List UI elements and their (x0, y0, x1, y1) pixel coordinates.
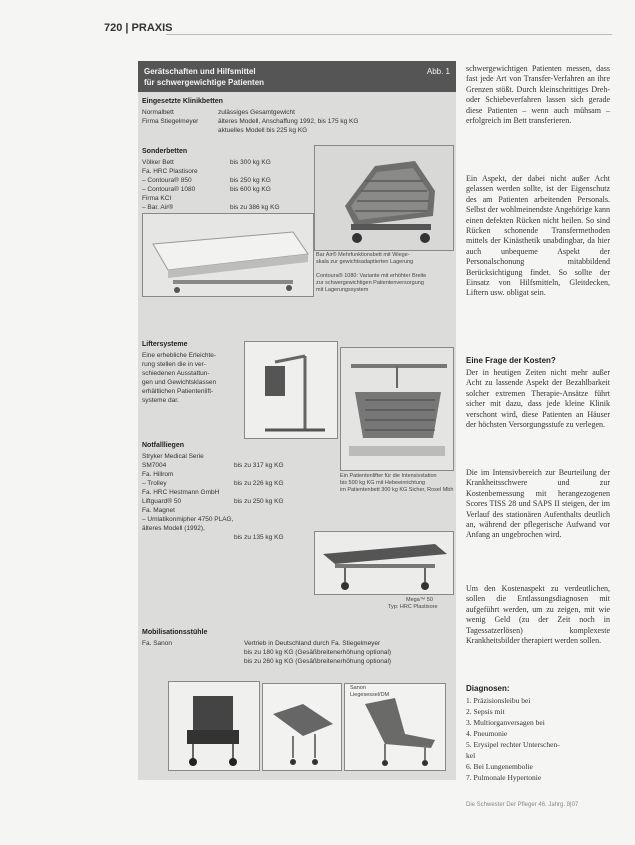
emergency-row-label: Fa. Magnet (142, 507, 175, 514)
section-lifter-heading: Liftersysteme (142, 341, 188, 348)
paragraph-1: schwergewichtigen Patienten messen, dass fast jede Art von Transfer-Verfahren an ihre Grenzen stößt. Durch kleinschrittiges Dreh- oder Schiebeverfahren lassen sich gerade diese Patienten – wenn auch mühsam – erfolgreich im Bett transferieren. (466, 64, 610, 126)
paragraph-5: Um den Kostenaspekt zu verdeutlichen, sollen die Entlassungsdiagnosen mit aufgeführt werden, um zu zeigen, mit wie wenig Geld (zu der Zeit noch in Tagessatzerlösen) komplexeste Krankheitsbilder therapiert werden sollen. (466, 584, 610, 646)
caption-bed2-line3: mit Lagerungssystem (316, 287, 369, 293)
emergency-row-label: SM7004 (142, 462, 167, 469)
caption-bed1-line2: skala zur gewichtsadaptierten Lagerung (316, 259, 414, 265)
caption-lifter-line2: bis 500 kg KG mit Hebeeinrichtung (340, 480, 425, 486)
special-row-label: – Contoura® 850 (142, 177, 192, 184)
chair-illustration (169, 682, 259, 770)
emergency-row-label: Fa. Hillrom (142, 471, 174, 478)
caption-lifter-line1: Ein Patientenlifter für die Intensivstation (340, 473, 437, 479)
emergency-row-label: – Umlatikonmipher 4750 PLAG, (142, 516, 234, 523)
emergency-row-value: bis zu 135 kg KG (234, 534, 284, 541)
caption-chair-line2: Liegesessel/DM (350, 692, 390, 698)
special-row-value: bis 250 kg KG (230, 177, 271, 184)
stretcher-illustration (315, 532, 453, 594)
special-row-label: – Bar. Air® (142, 204, 174, 211)
ceiling-lifter-illustration (341, 348, 453, 470)
special-row-value: bis 600 kg KG (230, 186, 271, 193)
caption-bed2-line1: Contoura® 1080: Variante mit erhöhter Breite (316, 273, 427, 279)
paragraph-3: Der in heutigen Zeiten nicht mehr außer Acht zu lassende Aspekt der Bezahlbarkeit solcher extremen Therapie-Ansätze führt sicher mit dazu, dass jede kleine Klinik verschont wird, diese Patienten an Häuser der höchsten Versorgungsstufe zu verlegen. (466, 368, 610, 430)
emergency-row-label: älteres Modell (1992), (142, 525, 205, 532)
emergency-row-label: Fa. HRC Hestmann GmbH (142, 489, 220, 496)
stiegelmeyer-label: Firma Stiegelmeyer (142, 118, 199, 125)
lifter-text-line: systeme dar. (142, 397, 179, 404)
emergency-row-label: Stryker Medical Serie (142, 453, 204, 460)
caption-bed2-line2: zur schwergewichtigen Patientenversorgung (316, 280, 424, 286)
lifter-text-line: Eine erhebliche Erleichte- (142, 352, 217, 359)
caption-chair-line1: Sanon (350, 685, 366, 691)
section-special-heading: Sonderbetten (142, 148, 188, 155)
diagnosis-item: 6. Bei Lungenembolie (466, 762, 533, 771)
emergency-row-value: bis zu 226 kg KG (234, 480, 284, 487)
heading-costs: Eine Frage der Kosten? (466, 356, 556, 365)
caption-stretcher-line2: Typ: HRC Plastisore (388, 604, 438, 610)
special-row-label: Völker Bett (142, 159, 174, 166)
section-beds-heading: Eingesetzte Klinikbetten (142, 98, 223, 105)
box-title-line2: für schwergewichtige Patienten (144, 78, 265, 87)
info-box (138, 61, 456, 780)
diagnosis-item: 4. Pneumonie (466, 729, 508, 738)
diagnosis-item: 5. Erysipel rechter Unterschen- (466, 740, 560, 749)
diagnosis-item: 7. Pulmonale Hypertonie (466, 773, 542, 782)
chair-photo-2 (262, 683, 342, 771)
bed-mattress-illustration (143, 214, 313, 296)
diagnosis-item: 2. Sepsis mit (466, 707, 505, 716)
lifter-photo-mobile (244, 341, 338, 439)
caption-bed1-line1: Bar Air® Mehrfunktionsbett mit Wiege- (316, 252, 410, 258)
stiegelmeyer-value1: älteres Modell, Anschaffung 1992, bis 175 kg KG (218, 118, 359, 125)
special-row-value: bis zu 386 kg KG (230, 204, 280, 211)
section-emergency-heading: Notfallliegen (142, 442, 185, 449)
mobilisation-row-value: Vertrieb in Deutschland durch Fa. Stiegelmeyer (244, 640, 381, 647)
mobilisation-row-value: bis zu 180 kg KG (Gesäßbreitenerhöhung optional) (244, 649, 392, 656)
stiegelmeyer-value2: aktuelles Modell bis 225 kg KG (218, 127, 308, 134)
stretcher-photo (314, 531, 454, 595)
bed-photo-contoura (142, 213, 314, 297)
emergency-row-value: bis zu 250 kg KG (234, 498, 284, 505)
reclining-chair-illustration (263, 684, 341, 770)
header-rule (166, 34, 612, 35)
paragraph-4: Die im Intensivbereich zur Beurteilung der Krankheitsschwere und zur Kostenbemessung mit herangezogenen Scores TISS 28 und SAPS II steigen, der im Verlauf des stationären Aufenthalts deutlich an, während der pflegerische Aufwand vor Anfang an ungebrochen wird. (466, 468, 610, 540)
special-row-value: bis 300 kg KG (230, 159, 271, 166)
mobilisation-row-value: bis zu 260 kg KG (Gesäßbreitenerhöhung optional) (244, 658, 392, 665)
normalbett-label: Normalbett (142, 109, 174, 116)
bed-photo-bariatric (314, 145, 454, 251)
special-row-label: Fa. HRC Plastisore (142, 168, 198, 175)
chair-photo-1 (168, 681, 260, 771)
lifter-text-line: erhältlichen Patientenlift- (142, 388, 214, 395)
figure-tag: Abb. 1 (426, 67, 450, 76)
special-row-label: – Contoura® 1080 (142, 186, 196, 193)
heading-diagnoses: Diagnosen: (466, 684, 510, 693)
emergency-row-label: Liftguard® 50 (142, 498, 182, 505)
normalbett-value: zulässiges Gesamtgewicht (218, 109, 295, 116)
page-header (104, 22, 612, 40)
lifter-text-line: gen und Gewichtsklassen (142, 379, 217, 386)
mobilisation-row-label: Fa. Sanon (142, 640, 172, 647)
lifter-illustration (245, 342, 337, 438)
lifter-text-line: rung stellen die in ver- (142, 361, 206, 368)
box-title-line1: Gerätschaften und Hilfsmittel (144, 67, 256, 76)
lifter-photo-ceiling (340, 347, 454, 471)
caption-lifter-line3: im Patientenbett 300 kg KG Sicher, Rosel Mbh (340, 487, 454, 493)
emergency-row-value: bis zu 317 kg KG (234, 462, 284, 469)
section-mobilisation-heading: Mobilisationsstühle (142, 629, 208, 636)
page-label: 720 | PRAXIS (104, 22, 173, 34)
caption-stretcher-line1: Mega™ 50 (406, 597, 433, 603)
box-title-bar (138, 61, 456, 92)
diagnosis-item: 3. Multiorganversagen bei (466, 718, 545, 727)
diagnosis-item: 1. Präzisionsleibu bei (466, 696, 531, 705)
lifter-text-line: schiedenen Ausstattun- (142, 370, 210, 377)
diagnosis-item: kel (466, 751, 476, 760)
bed-illustration (315, 146, 453, 250)
emergency-row-label: – Trolley (142, 480, 167, 487)
page-footer: Die Schwester Der Pfleger 46. Jahrg. 8|07 (466, 802, 579, 808)
paragraph-2: Ein Aspekt, der dabei nicht außer Acht gelassen werden sollte, ist der Eigenschutz des am Patienten arbeitenden Personals. Selbst der wohlmeinendste Angehörige kann einen defekten Rücken nicht heilen. So sind Rücken schonende Transfermethoden mittels der Kinästhetik unabdingbar, da hier auch unbequeme Aspekt der Personalschonung mitabbildend Berücksichtigung findet. So sollte der Einsatz von Hilfsmitteln, Gleitdecken, Liftern usw. obligat sein. (466, 174, 610, 298)
special-row-label: Firma KCI (142, 195, 172, 202)
